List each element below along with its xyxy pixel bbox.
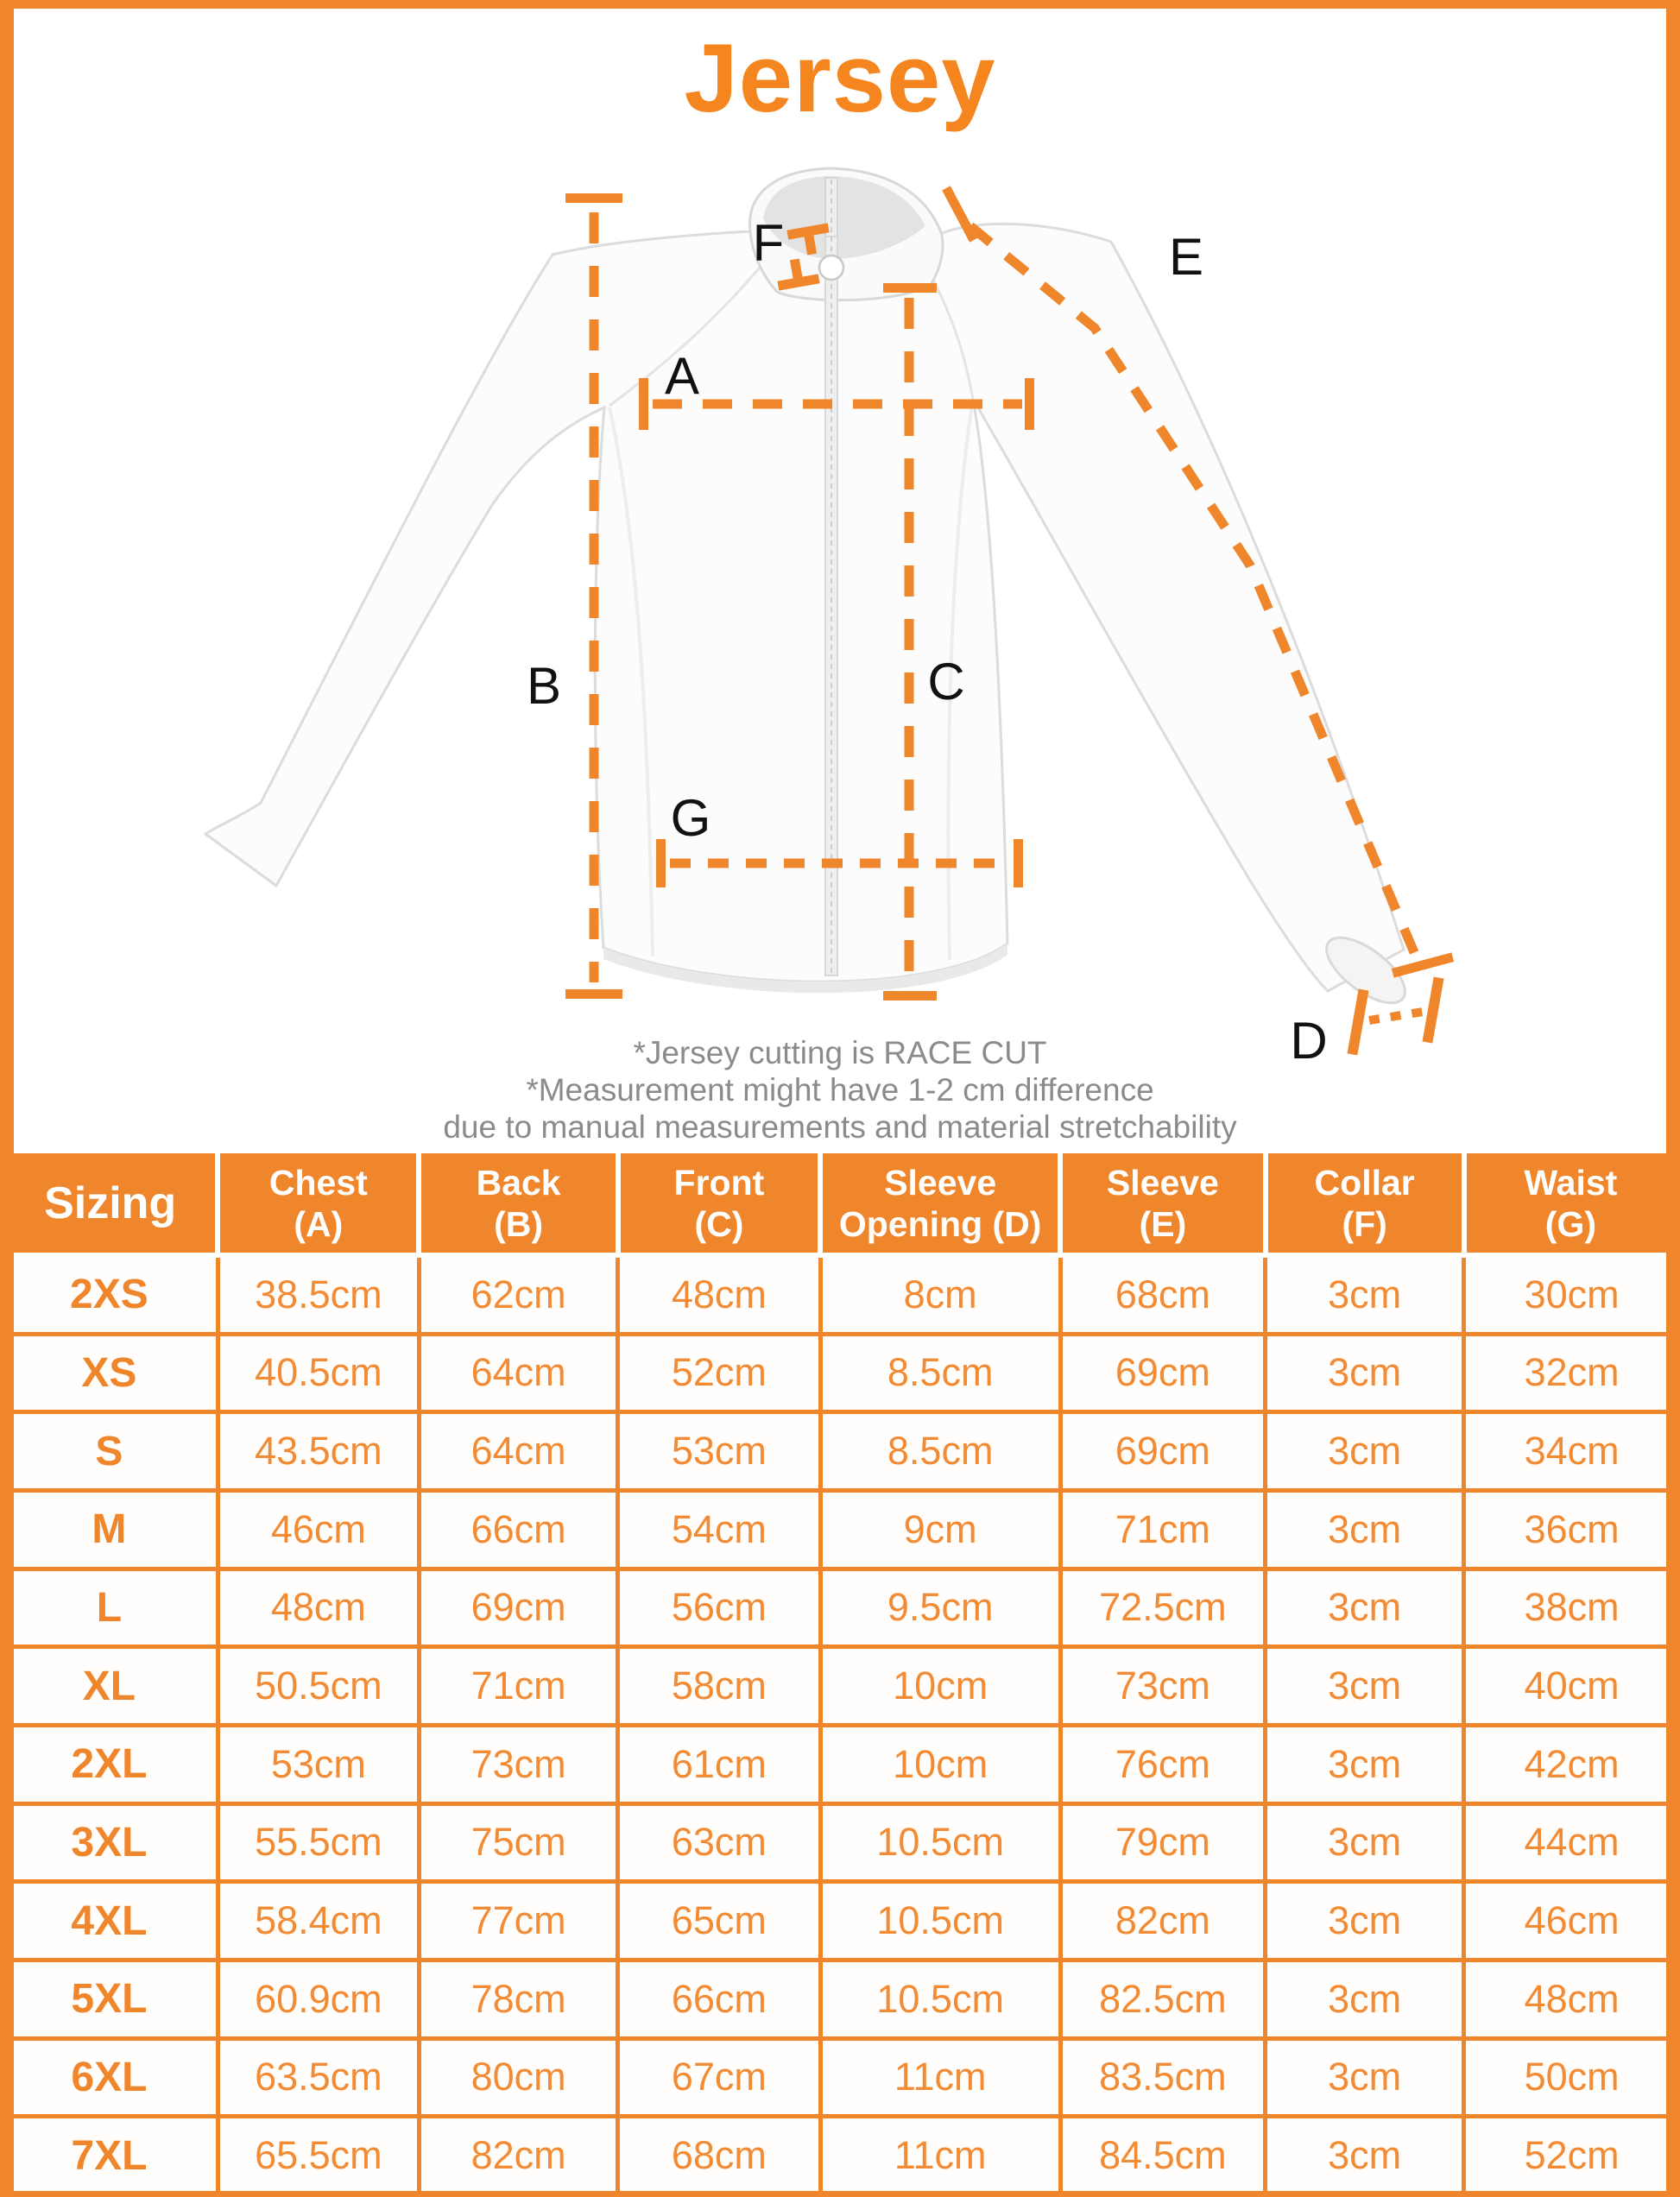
measurement-value: 58.4cm: [218, 1882, 419, 1960]
table-row: [3, 1490, 1677, 1569]
measurement-value: 53cm: [618, 1412, 820, 1491]
measurement-value: 3cm: [1266, 1412, 1464, 1491]
measurement-value: 11cm: [820, 2117, 1060, 2195]
measurement-value: 61cm: [618, 1725, 820, 1803]
measurement-value: 56cm: [618, 1569, 820, 1647]
header-sublabel: (E): [1139, 1203, 1187, 1244]
jersey-illustration: [205, 168, 1416, 1015]
measurement-value: 60.9cm: [218, 1960, 419, 2038]
measurement-value: 3cm: [1266, 2117, 1464, 2195]
measurement-value: 76cm: [1060, 1725, 1265, 1803]
table-row: [3, 1334, 1677, 1412]
measurement-value: 34cm: [1464, 1412, 1677, 1491]
measurement-value: 3cm: [1266, 1569, 1464, 1647]
table-row: [3, 1803, 1677, 1882]
header-label: Front: [673, 1162, 765, 1203]
measurement-value: 73cm: [419, 1725, 617, 1803]
label-G: G: [670, 789, 711, 847]
measurement-value: 43.5cm: [218, 1412, 419, 1491]
measurement-value: 32cm: [1464, 1334, 1677, 1412]
size-label: 2XL: [3, 1725, 218, 1803]
measurement-value: 48cm: [218, 1569, 419, 1647]
size-label: XS: [3, 1334, 218, 1412]
measurement-value: 46cm: [1464, 1882, 1677, 1960]
label-E: E: [1168, 228, 1204, 286]
header-sleeve: [1060, 1151, 1265, 1255]
measurement-value: 10.5cm: [820, 1960, 1060, 2038]
header-sublabel: (F): [1342, 1203, 1387, 1244]
measurement-value: 55.5cm: [218, 1803, 419, 1882]
measurement-value: 69cm: [1060, 1334, 1265, 1412]
size-label: 6XL: [3, 2038, 218, 2117]
measurement-value: 65cm: [618, 1882, 820, 1960]
disclaimer-notes: [0, 1034, 1680, 1146]
label-B: B: [526, 657, 562, 715]
measurement-value: 64cm: [419, 1412, 617, 1491]
header-collar: [1266, 1151, 1464, 1255]
measurement-value: 71cm: [1060, 1490, 1265, 1569]
measurement-value: 10cm: [820, 1725, 1060, 1803]
measurement-value: 78cm: [419, 1960, 617, 2038]
measurement-value: 3cm: [1266, 1960, 1464, 2038]
measurement-value: 10.5cm: [820, 1803, 1060, 1882]
size-table-body: [3, 1255, 1677, 2195]
label-A: A: [664, 347, 700, 405]
measurement-value: 9.5cm: [820, 1569, 1060, 1647]
note-line: *Measurement might have 1-2 cm difference: [526, 1072, 1154, 1108]
header-label: Sleeve: [884, 1162, 997, 1203]
measurement-value: 63.5cm: [218, 2038, 419, 2117]
measurement-value: 75cm: [419, 1803, 617, 1882]
measurement-value: 30cm: [1464, 1255, 1677, 1334]
page-title: Jersey: [684, 24, 996, 132]
note-line: *Jersey cutting is RACE CUT: [633, 1035, 1047, 1070]
measurement-value: 69cm: [1060, 1412, 1265, 1491]
zipper-pull: [819, 256, 843, 280]
header-label: Waist: [1524, 1162, 1618, 1203]
size-label: 3XL: [3, 1803, 218, 1882]
measurement-value: 66cm: [419, 1490, 617, 1569]
header-label: Sizing: [44, 1177, 177, 1228]
measurement-value: 82.5cm: [1060, 1960, 1265, 2038]
size-label: 5XL: [3, 1960, 218, 2038]
header-sleeve-opening: [820, 1151, 1060, 1255]
table-row: [3, 1725, 1677, 1803]
size-table: [0, 1148, 1680, 2197]
note-line: due to manual measurements and material stretchability: [443, 1109, 1237, 1145]
measurement-value: 3cm: [1266, 1490, 1464, 1569]
measurement-value: 72.5cm: [1060, 1569, 1265, 1647]
header-sublabel: (C): [694, 1203, 744, 1244]
measurement-value: 53cm: [218, 1725, 419, 1803]
measurement-value: 38cm: [1464, 1569, 1677, 1647]
measurement-value: 82cm: [1060, 1882, 1265, 1960]
table-row: [3, 1412, 1677, 1491]
measurement-value: 8.5cm: [820, 1412, 1060, 1491]
measurement-value: 46cm: [218, 1490, 419, 1569]
size-label: 4XL: [3, 1882, 218, 1960]
header-front: [618, 1151, 820, 1255]
label-C: C: [927, 653, 965, 710]
measurement-value: 66cm: [618, 1960, 820, 2038]
table-header-row: [3, 1151, 1677, 1255]
header-waist: [1464, 1151, 1677, 1255]
header-sublabel: Opening (D): [838, 1203, 1042, 1244]
measurement-value: 11cm: [820, 2038, 1060, 2117]
measurement-value: 3cm: [1266, 1882, 1464, 1960]
measurement-value: 77cm: [419, 1882, 617, 1960]
table-row: [3, 2117, 1677, 2195]
measurement-value: 52cm: [1464, 2117, 1677, 2195]
table-row: [3, 1569, 1677, 1647]
measurement-value: 9cm: [820, 1490, 1060, 1569]
size-label: L: [3, 1569, 218, 1647]
measurement-value: 63cm: [618, 1803, 820, 1882]
measurement-value: 8cm: [820, 1255, 1060, 1334]
header-sublabel: (B): [494, 1203, 544, 1244]
table-row: [3, 1647, 1677, 1726]
measurement-value: 58cm: [618, 1647, 820, 1726]
size-label: 2XS: [3, 1255, 218, 1334]
table-row: [3, 1255, 1677, 1334]
measurement-value: 67cm: [618, 2038, 820, 2117]
label-D: D: [1290, 1012, 1328, 1070]
measurement-value: 40cm: [1464, 1647, 1677, 1726]
measurement-value: 69cm: [419, 1569, 617, 1647]
size-label: M: [3, 1490, 218, 1569]
measurement-value: 8.5cm: [820, 1334, 1060, 1412]
measurement-value: 40.5cm: [218, 1334, 419, 1412]
measurement-value: 79cm: [1060, 1803, 1265, 1882]
header-label: Collar: [1314, 1162, 1415, 1203]
measurement-value: 10cm: [820, 1647, 1060, 1726]
size-label: 7XL: [3, 2117, 218, 2195]
measurement-value: 68cm: [1060, 1255, 1265, 1334]
table-row: [3, 2038, 1677, 2117]
measurement-value: 3cm: [1266, 1255, 1464, 1334]
header-sublabel: (A): [294, 1203, 344, 1244]
measurement-value: 80cm: [419, 2038, 617, 2117]
measurement-value: 83.5cm: [1060, 2038, 1265, 2117]
header-label: Sleeve: [1106, 1162, 1219, 1203]
header-chest: [218, 1151, 419, 1255]
size-label: S: [3, 1412, 218, 1491]
measurement-value: 65.5cm: [218, 2117, 419, 2195]
measurement-value: 3cm: [1266, 2038, 1464, 2117]
table-row: [3, 1960, 1677, 2038]
measurement-value: 82cm: [419, 2117, 617, 2195]
measurement-value: 10.5cm: [820, 1882, 1060, 1960]
measurement-value: 73cm: [1060, 1647, 1265, 1726]
measurement-value: 64cm: [419, 1334, 617, 1412]
measurement-value: 52cm: [618, 1334, 820, 1412]
header-label: Chest: [268, 1162, 368, 1203]
size-label: XL: [3, 1647, 218, 1726]
measurement-value: 68cm: [618, 2117, 820, 2195]
measurement-value: 50.5cm: [218, 1647, 419, 1726]
measurement-value: 3cm: [1266, 1803, 1464, 1882]
header-sizing: [3, 1151, 218, 1255]
label-F: F: [752, 214, 785, 272]
size-table-container: [0, 1148, 1680, 2197]
measurement-value: 3cm: [1266, 1725, 1464, 1803]
table-row: [3, 1882, 1677, 1960]
measurement-value: 84.5cm: [1060, 2117, 1265, 2195]
measurement-value: 3cm: [1266, 1647, 1464, 1726]
measurement-value: 54cm: [618, 1490, 820, 1569]
header-back: [419, 1151, 617, 1255]
header-label: Back: [476, 1162, 561, 1203]
measurement-value: 38.5cm: [218, 1255, 419, 1334]
measurement-value: 42cm: [1464, 1725, 1677, 1803]
measurement-value: 62cm: [419, 1255, 617, 1334]
measurement-value: 50cm: [1464, 2038, 1677, 2117]
measurement-value: 71cm: [419, 1647, 617, 1726]
measurement-value: 44cm: [1464, 1803, 1677, 1882]
measurement-value: 48cm: [1464, 1960, 1677, 2038]
header-sublabel: (G): [1544, 1203, 1596, 1244]
measurement-value: 36cm: [1464, 1490, 1677, 1569]
measurement-value: 48cm: [618, 1255, 820, 1334]
measurement-value: 3cm: [1266, 1334, 1464, 1412]
